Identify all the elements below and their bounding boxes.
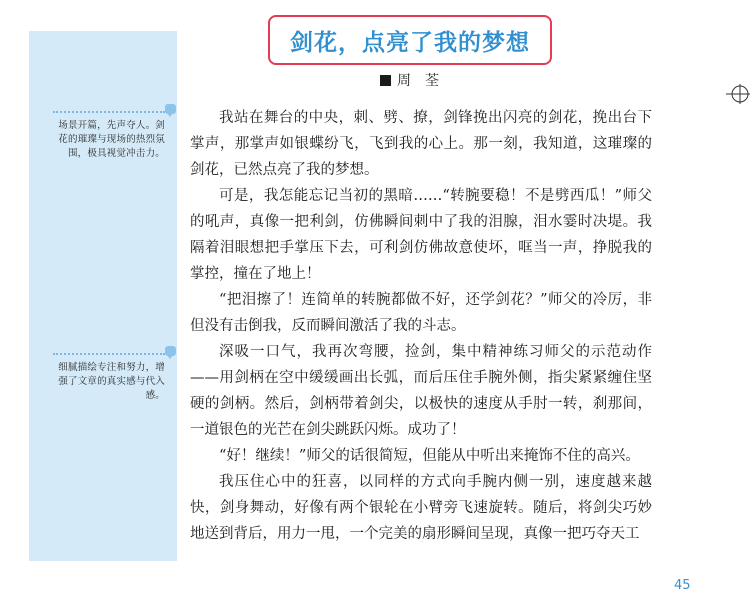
dotted-divider: [53, 111, 165, 113]
author-line: [380, 70, 439, 90]
paragraph: 可是，我怎能忘记当初的黑暗……“转腕要稳！不是劈西瓜！”师父的吼声，真像一把利剑，仿佛瞬间刺中了我的泪腺，泪水霎时决堤。我隔着泪眼想把手掌压下去，可利剑仿佛故意使坏，哐当一声，挣脱我的掌控，撞在了地上！: [190, 188, 652, 282]
paragraph: 我压住心中的狂喜，以同样的方式向手腕内侧一别，速度越来越快，剑身舞动，好像有两个银轮在小臂旁飞速旋转。随后，将剑尖巧妙地送到背后，用力一甩，一个完美的扇形瞬间呈现，真像一把巧夺天工: [190, 474, 652, 542]
article-title: 剑花，点亮了我的梦想: [290, 29, 530, 56]
author-name: 周 荃: [397, 73, 439, 89]
page-number: 45: [674, 578, 691, 593]
article-body: [190, 105, 652, 547]
registration-mark-icon: [726, 82, 750, 106]
paragraph: “好！继续！”师父的话很简短，但能从中听出来掩饰不住的高兴。: [219, 448, 640, 464]
speech-bubble-icon: [165, 346, 176, 356]
dotted-divider: [53, 353, 165, 355]
side-note-text: 场景开篇，先声夺人。剑花的璀璨与现场的热烈氛围，极具视觉冲击力。: [58, 120, 165, 159]
annotation-sidebar: [29, 31, 177, 561]
speech-bubble-icon: [165, 104, 176, 114]
paragraph: “把泪擦了！连简单的转腕都做不好，还学剑花？”师父的冷厉，非但没有击倒我，反而瞬间激活了我的斗志。: [190, 292, 652, 334]
title-frame: [268, 15, 552, 65]
author-square-icon: [380, 75, 391, 86]
paragraph: 深吸一口气，我再次弯腰，捡剑，集中精神练习师父的示范动作——用剑柄在空中缓缓画出长弧，而后压住手腕外侧，指尖紧紧缠住坚硬的剑柄。然后，剑柄带着剑尖，以极快的速度从手肘一转，刹那间，一道银色的光芒在剑尖跳跃闪烁。成功了！: [190, 344, 652, 438]
paragraph: 我站在舞台的中央，刺、劈、撩，剑锋挽出闪亮的剑花，挽出台下掌声，那掌声如银蝶纷飞，飞到我的心上。那一刻，我知道，这璀璨的剑花，已然点亮了我的梦想。: [190, 110, 652, 178]
side-note-text: 细腻描绘专注和努力，增强了文章的真实感与代入感。: [58, 362, 165, 401]
